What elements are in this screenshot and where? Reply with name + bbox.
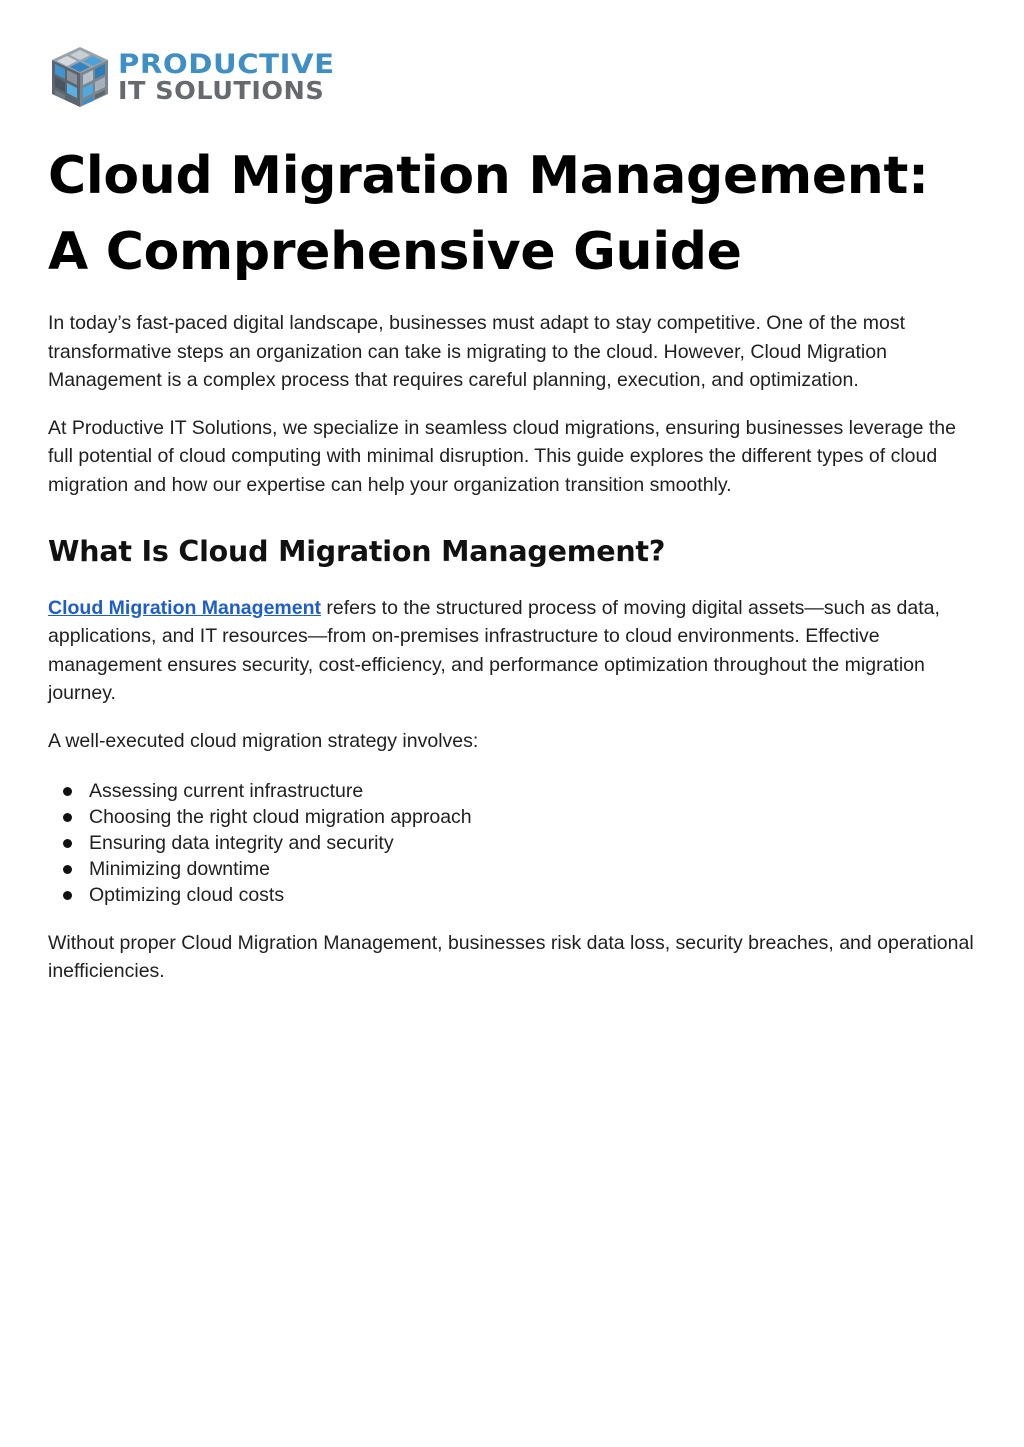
intro-paragraph: In today’s fast-paced digital landscape, businesses must adapt to stay competitive. One of the most transformative steps an organization can take is migrating to the cloud. However, Cloud Migration Management is a complex process that requires careful planning, execution, and optimization.	[48, 312, 906, 392]
list-item-text: Optimizing cloud costs	[89, 884, 285, 907]
list-item-text: Ensuring data integrity and security	[89, 831, 394, 854]
definition-paragraph	[48, 594, 978, 708]
list-item-text: Choosing the right cloud migration approach	[89, 805, 472, 828]
strategy-list	[48, 778, 978, 909]
bullet-icon	[63, 787, 72, 796]
bullet-icon	[63, 865, 72, 874]
list-item-text: Minimizing downtime	[89, 858, 270, 881]
list-item	[48, 804, 978, 830]
bullet-icon	[63, 891, 72, 900]
about-paragraph: At Productive IT Solutions, we specialize in seamless cloud migrations, ensuring businesses leverage the full potential of cloud computing with minimal disruption. This guide explores the different types of cloud migration and how our expertise can help your organization transition smoothly.	[48, 416, 956, 496]
article-body	[48, 138, 978, 986]
bullet-icon	[63, 839, 72, 848]
cube-grid-logo-icon	[47, 44, 113, 110]
strategy-lead-paragraph: A well-executed cloud migration strategy involves:	[48, 729, 479, 752]
bullet-icon	[63, 813, 72, 822]
company-logo	[47, 44, 335, 110]
risk-paragraph: Without proper Cloud Migration Management, businesses risk data loss, security breaches, and operational inefficiencies.	[48, 931, 974, 983]
section-heading: What Is Cloud Migration Management?	[48, 534, 666, 568]
logo-line-it-solutions: IT SOLUTIONS	[118, 76, 325, 105]
list-item	[48, 882, 978, 908]
page-title: Cloud Migration Management: A Comprehensive Guide	[48, 146, 929, 282]
logo-line-productive: PRODUCTIVE	[118, 49, 335, 80]
list-item	[48, 856, 978, 882]
list-item	[48, 778, 978, 804]
list-item	[48, 830, 978, 856]
cloud-migration-management-link[interactable]: Cloud Migration Management	[48, 596, 321, 619]
definition-text: refers to the structured process of moving digital assets—such as data, applications, and IT resources—from on-premises infrastructure to cloud environments. Effective management ensures security, cost-efficiency, and performance optimization throughout the migration journey.	[48, 596, 940, 705]
logo-wordmark	[118, 49, 335, 105]
list-item-text: Assessing current infrastructure	[89, 779, 364, 802]
